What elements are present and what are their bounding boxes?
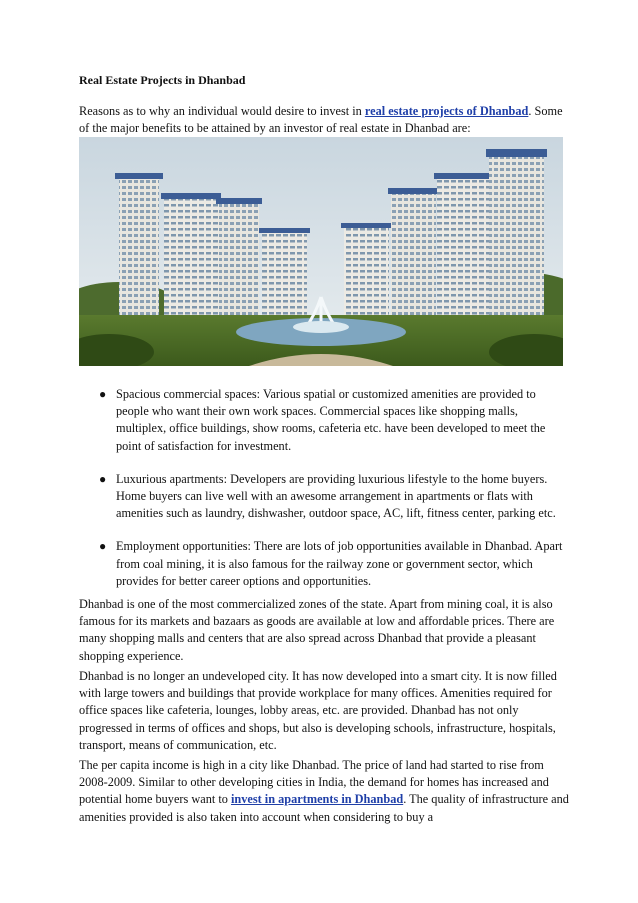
paragraph-per-capita-income	[79, 757, 571, 826]
page-title: Real Estate Projects in Dhanbad	[79, 73, 246, 87]
list-item-text: Luxurious apartments: Developers are providing luxurious lifestyle to the home buyers. Home buyers can live well with an awesome arrangement in apartments or flats with amenities such as laundry, dishwasher, outdoor space, AC, lift, fitness center, parking etc.	[116, 471, 556, 521]
para3-text-after: . The quality of infrastructure and amenities provided is also taken into account when considering to buy a	[79, 792, 569, 824]
list-item	[79, 471, 569, 523]
bullet-icon: ●	[99, 387, 107, 401]
paragraph-smart-city: Dhanbad is no longer an undeveloped city. It has now developed into a smart city. It is now filled with large towers and buildings that provide workplace for many offices. Amenities required for office spaces like cafeteria, lounges, lobby areas, etc. are provided. Dhanbad has not only progressed in terms of offices and shops, but also is developing schools, infrastructure, hospitals, transport, means of communication, etc.	[79, 669, 557, 752]
intro-text-before: Reasons as to why an individual would desire to invest in	[79, 104, 365, 118]
paragraph-commercial-zones: Dhanbad is one of the most commercialized zones of the state. Apart from mining coal, it is also famous for its markets and bazaars as goods are available at low and affordable prices. There are many shopping malls and centers that are also spread across Dhanbad that provide a pleasant shopping experience.	[79, 597, 555, 663]
list-item-text: Spacious commercial spaces: Various spatial or customized amenities are provided to people who want their own work spaces. Commercial spaces like shopping malls, multiplex, office buildings, show rooms, cafeteria etc. have been developed to meet the point of satisfaction for investment.	[116, 387, 546, 453]
list-item	[79, 386, 569, 455]
real-estate-projects-link[interactable]: real estate projects of Dhanbad	[364, 104, 529, 118]
list-item-text: Employment opportunities: There are lots of job opportunities available in Dhanbad. Apart from coal mining, it is also famous for the railway zone or government sector, which provides for better career options and opportunities.	[116, 539, 563, 588]
apartment-towers-photo	[79, 137, 563, 366]
benefits-list	[79, 386, 569, 606]
intro-text-after: . Some of the major benefits to be attained by an investor of real estate in Dhanbad are:	[79, 104, 563, 135]
para3-text-before: The per capita income is high in a city like Dhanbad. The price of land had started to rise from 2008-2009. Similar to other developing cities in India, the demand for homes has increased and potential home buyers want to	[79, 758, 549, 807]
intro-paragraph	[79, 103, 569, 137]
invest-in-apartments-link[interactable]: invest in apartments in Dhanbad	[230, 792, 404, 807]
bullet-icon: ●	[99, 539, 107, 554]
list-item	[79, 538, 569, 590]
bullet-icon: ●	[99, 471, 107, 486]
